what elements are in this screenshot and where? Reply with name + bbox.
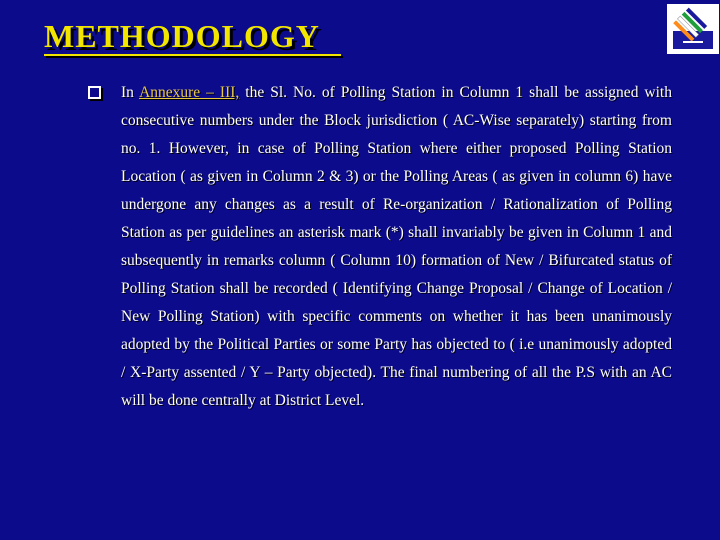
paragraph-prefix: In [121, 84, 140, 101]
methodology-paragraph [121, 79, 672, 415]
annexure-link[interactable]: Annexure – III, [139, 84, 240, 101]
paragraph-body: the Sl. No. of Polling Station in Column 1 shall be assigned with consecutive numbers under the Block jurisdiction ( AC-Wise separately) starting from no. 1. However, in case of Polling Station where either proposed Polling Station Location ( as given in Column 2 & 3) or the Polling Areas ( as given in column 6) have undergone any changes as a result of Re-organization / Rationalization of Polling Station as per guidelines an asterisk mark (*) shall invariably be given in Column 1 and subsequently in remarks column ( Column 10) formation of New / Bifurcated status of Polling Station shall be recorded ( Identifying Change Proposal / Change of Location / New Polling Station) with specific comments on whether it has been unanimously adopted by the Political Parties or some Party has objected to ( i.e unanimously adopted / X-Party assented / Y – Party objected). The final numbering of all the P.S with an AC will be done centrally at District Level. [121, 84, 672, 409]
bullet-square-icon [88, 86, 101, 99]
election-commission-logo-icon [666, 3, 720, 55]
title-underline [44, 54, 341, 56]
slide-title: METHODOLOGY [44, 18, 320, 54]
